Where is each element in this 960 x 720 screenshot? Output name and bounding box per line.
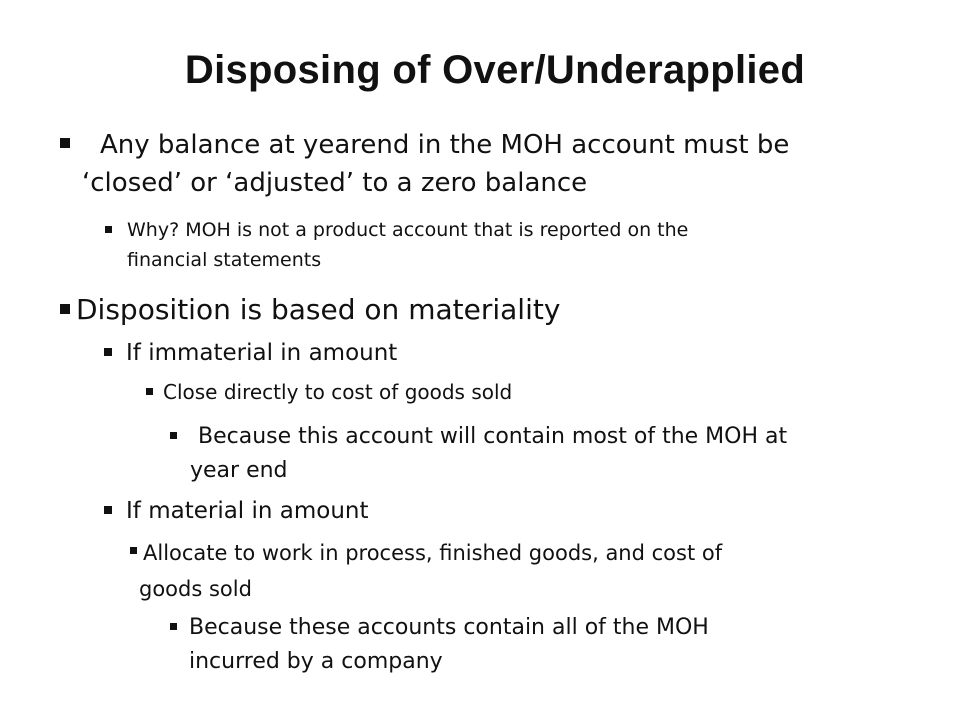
bullet-text-line: Disposition is based on materiality <box>76 293 561 326</box>
bullet-because-most-moh <box>170 420 938 488</box>
square-bullet-icon <box>104 506 112 514</box>
square-bullet-icon <box>104 348 112 356</box>
bullet-text-line: goods sold <box>139 577 252 601</box>
square-bullet-icon <box>130 547 137 554</box>
square-bullet-icon <box>60 138 70 148</box>
bullet-text-line: Close directly to cost of goods sold <box>163 380 513 404</box>
bullet-text-line: year end <box>190 458 288 483</box>
bullet-why-moh <box>105 215 887 275</box>
bullet-text-line: ‘closed’ or ‘adjusted’ to a zero balance <box>82 168 588 198</box>
bullet-allocate <box>130 535 883 607</box>
square-bullet-icon <box>60 304 70 314</box>
bullet-yearend-balance <box>60 126 940 202</box>
square-bullet-icon <box>170 432 177 439</box>
bullet-text-line: Any balance at yearend in the MOH account must be <box>100 130 790 160</box>
bullet-text-line: If immaterial in amount <box>126 340 398 366</box>
slide-title: Disposing of Over/Underapplied <box>184 48 806 92</box>
bullet-text-line: incurred by a company <box>189 649 443 674</box>
bullet-text-line: Because these accounts contain all of the MOH <box>189 615 709 640</box>
bullet-if-immaterial <box>104 336 886 370</box>
bullet-because-all-moh <box>170 611 929 679</box>
square-bullet-icon <box>105 226 112 233</box>
bullet-text-line: Because this account will contain most of the MOH at <box>198 424 788 449</box>
square-bullet-icon <box>146 388 153 395</box>
square-bullet-icon <box>170 623 177 630</box>
bullet-text-line: Allocate to work in process, finished goods, and cost of <box>143 541 723 565</box>
bullet-text-line: If material in amount <box>126 498 369 524</box>
bullet-text-line: financial statements <box>127 249 322 271</box>
bullet-disposition-materiality <box>60 290 916 330</box>
bullet-close-to-cogs <box>146 377 903 407</box>
bullet-if-material <box>104 494 886 528</box>
bullet-text-line: Why? MOH is not a product account that is reported on the <box>127 219 689 241</box>
